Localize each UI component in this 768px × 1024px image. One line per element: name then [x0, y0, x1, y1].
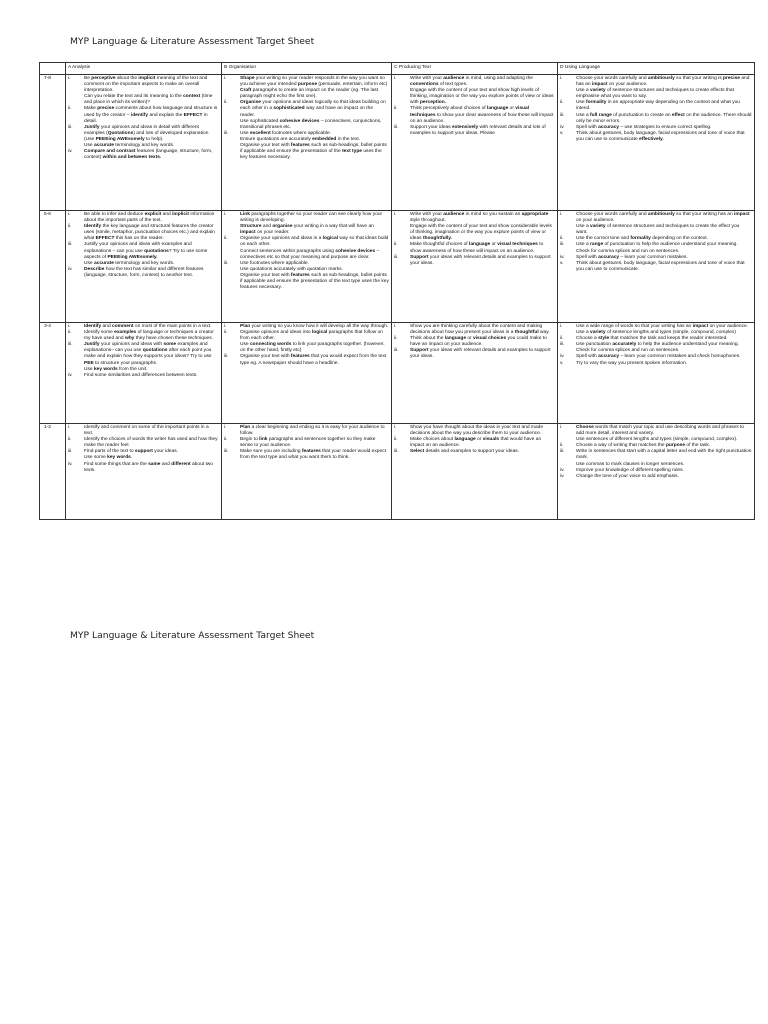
- item-number: iv.: [560, 354, 565, 360]
- item-text: Spell with accuracy – learn your common mistakes.: [576, 254, 688, 260]
- item-text: Show you are thinking carefully about the content and making decisions about how you present your ideas in a thoughtful way.: [410, 324, 550, 336]
- criteria-list: [560, 76, 752, 143]
- item-number: ii.: [560, 336, 564, 342]
- table-row: [40, 323, 755, 424]
- item-text: Write in sentences that start with a capital letter and end with the right punctuation mark. Use commas to mark clauses in longer sentences.: [576, 449, 752, 467]
- cell-organisation: [222, 75, 392, 211]
- criteria-list: [394, 425, 555, 455]
- item-number: ii.: [224, 437, 228, 443]
- item-text: Plan your writing so you know how it will develop all the way through.: [240, 324, 389, 329]
- item-text: Show you have thought about the ideas in your text and made decisions about the way you describe them to your audience.: [410, 425, 544, 437]
- item-text: Choose words that match your topic and use describing words and phrases to add more detail, interest and variety. Use sentences of different lengths and types (simple, compound, complex).: [576, 425, 745, 443]
- cell-using-language: [558, 75, 755, 211]
- criteria-list: [560, 425, 752, 480]
- item-text: Identify the choices of words the writer has used and how they make the reader feel.: [84, 437, 218, 449]
- item-number: i.: [224, 212, 227, 217]
- list-item: [560, 449, 752, 467]
- item-text: Think perceptively about choices of language or visual techniques to show your clear awareness of how these will impact on an audience.: [410, 106, 554, 124]
- item-number: iii.: [224, 260, 229, 266]
- item-number: v.: [560, 360, 564, 366]
- table-body: [40, 75, 755, 520]
- list-item: [394, 125, 555, 137]
- item-number: iv.: [68, 266, 73, 272]
- list-item: [224, 236, 389, 260]
- item-number: iii.: [560, 449, 565, 455]
- list-item: [224, 131, 389, 161]
- item-number: ii.: [394, 336, 398, 342]
- list-item: [394, 425, 555, 437]
- item-text: Shape your writing so your reader responds in the way you want so you achieve your intended purpose (persuade, entertain, inform etc) Craft paragraphs to create an impact on the reader (eg. The last paragraph might echo the first one).: [240, 76, 388, 100]
- cell-analysis: [66, 424, 222, 520]
- list-item: [394, 106, 555, 124]
- item-text: Support your ideas with relevant details and examples to support your ideas.: [410, 348, 551, 360]
- item-number: i.: [224, 324, 227, 329]
- list-item: [68, 449, 219, 461]
- item-number: i.: [68, 425, 71, 430]
- item-number: iii.: [394, 449, 399, 455]
- item-text: Choose your words carefully and ambitiously so that your writing is precise and has an impact on your audience. Use a variety of sentence structures and techniques to create effects that emphasise what you want to say.: [576, 76, 750, 100]
- item-text: Use punctuation accurately to help the audience understand your meaning. Check for comma splices and run on sentences.: [576, 342, 739, 354]
- item-text: Make sure you are including features that your reader would expect from the text type and what you want them to think.: [240, 449, 386, 461]
- item-number: iii.: [560, 112, 565, 118]
- item-text: Link paragraphs together so your reader can see clearly how your writing is developing. Structure and organise your writing in a way that will have an impact on your reader.: [240, 212, 383, 236]
- cell-producing-text: [392, 424, 558, 520]
- item-text: Use a range of punctuation to help the audience understand your meaning. Check for comma splices and run on sentences.: [576, 242, 738, 254]
- grade-band: 5-6: [40, 211, 66, 323]
- criteria-list: [224, 76, 389, 161]
- item-text: Organise your opinions and ideas in a logical way so that ideas build on each other. Connect sentences within paragraphs using cohesive devices – connectives etc so that your meaning and purpose are clear.: [240, 236, 389, 260]
- item-text: Justify your opinions and ideas with some examples and explanations– can you use quotations after each point you make and explain how they supports your ideas? Try to use PEE to structure your paragraphs. Use key words from the unit.: [84, 342, 212, 372]
- item-text: Make choices about language or visuals that would have an impact on an audience.: [410, 437, 542, 449]
- grade-band: 7-8: [40, 75, 66, 211]
- grade-band: 1-2: [40, 424, 66, 520]
- list-item: [560, 474, 752, 480]
- list-item: [560, 242, 752, 254]
- item-number: ii.: [224, 100, 228, 106]
- table-header-row: [40, 63, 755, 75]
- list-item: [224, 425, 389, 437]
- criteria-list: [68, 324, 219, 379]
- list-item: [560, 342, 752, 354]
- list-item: [224, 212, 389, 236]
- cell-producing-text: [392, 323, 558, 424]
- item-number: iv.: [68, 461, 73, 467]
- item-number: i.: [394, 212, 397, 217]
- item-text: Use the correct tone and formality depending on the context.: [576, 236, 708, 242]
- cell-producing-text: [392, 75, 558, 211]
- cell-using-language: [558, 424, 755, 520]
- list-item: [68, 462, 219, 474]
- item-number: ii.: [68, 437, 72, 443]
- cell-organisation: [222, 323, 392, 424]
- item-text: Select details and examples to support your ideas.: [410, 449, 520, 455]
- table-row: [40, 424, 755, 520]
- list-item: [224, 76, 389, 100]
- page-title-repeat: MYP Language & Literature Assessment Target Sheet: [70, 630, 315, 641]
- header-analysis: A Analysis: [66, 63, 222, 75]
- list-item: [68, 224, 219, 242]
- list-item: [560, 100, 752, 112]
- list-item: [68, 149, 219, 161]
- item-text: Use a full range of punctuation to create an effect on the audience. There should only be minor errors.: [576, 112, 752, 124]
- cell-analysis: [66, 75, 222, 211]
- criteria-list: [224, 212, 389, 291]
- item-text: Organise your opinions and ideas logically so that ideas building on each other in a sophisticated way and have an impact on the reader. Use sophisticated cohesive devices – connectives, conjunctions, transitional phrases etc.: [240, 100, 386, 130]
- criteria-list: [224, 425, 389, 462]
- item-number: iii.: [224, 449, 229, 455]
- cell-organisation: [222, 211, 392, 323]
- item-number: iii.: [68, 242, 73, 248]
- list-item: [560, 324, 752, 336]
- item-text: Organise opinions and ideas into logical paragraphs that follow on from each other. Use connecting words to link your paragraphs together. (however, on the other hand, firstly etc): [240, 330, 385, 354]
- item-number: iii.: [394, 124, 399, 130]
- list-item: [560, 113, 752, 125]
- item-text: Find some things that are the same and different about two texts.: [84, 461, 213, 473]
- item-number: iii.: [560, 242, 565, 248]
- item-number: ii.: [68, 106, 72, 112]
- criteria-list: [560, 324, 752, 367]
- item-number: iv.: [560, 124, 565, 130]
- item-number: iii.: [68, 342, 73, 348]
- header-producing-text: C Producing Text: [392, 63, 558, 75]
- list-item: [68, 76, 219, 106]
- criteria-list: [68, 212, 219, 279]
- header-using-language: D Using Language: [558, 63, 755, 75]
- item-text: Identify the key language and structural features the creator uses (simile, metaphor, punctuation choices etc.) and explain what EFFECT this has on the reader.: [84, 224, 215, 242]
- item-number: ii.: [68, 224, 72, 230]
- item-number: iv.: [68, 372, 73, 378]
- item-text: Plan a clear beginning and ending so it is easy for your audience to follow.: [240, 425, 385, 437]
- item-text: Try to vary the way you present spoken information.: [576, 360, 688, 366]
- item-text: Spell with accuracy – learn your common mistakes and check homophones.: [576, 354, 741, 360]
- item-text: Identify and comment on some of the important points in a text.: [84, 425, 209, 437]
- item-text: Find some similarities and differences between texts.: [84, 372, 198, 378]
- item-number: i.: [68, 324, 71, 329]
- list-item: [68, 425, 219, 437]
- item-text: Write with your audience in mind, using and adapting the conventions of text types. Engage with the content of your text and show high levels of thinking, imagination or the way you explore points of view or ideas with perception.: [410, 76, 554, 106]
- item-text: Describe how the text has similar and different features (language, structure, form, context) to another text.: [84, 266, 204, 278]
- list-item: [394, 324, 555, 336]
- item-text: Be able to infer and deduce explicit and implicit information about the important parts of the text.: [84, 212, 215, 224]
- list-item: [68, 125, 219, 149]
- criteria-list: [68, 425, 219, 474]
- item-number: ii.: [560, 236, 564, 242]
- item-text: Think about gestures, body language, facial expressions and tone of voice that you can use to communicate.: [576, 260, 745, 272]
- cell-organisation: [222, 424, 392, 520]
- item-number: iv.: [68, 149, 73, 155]
- criteria-list: [224, 324, 389, 367]
- item-text: Compare and contrast features (language, structure, form, context) within and between texts.: [84, 149, 213, 161]
- item-text: Think about gestures, body language, facial expressions and tone of voice that you can use to communicate effectively.: [576, 130, 745, 142]
- item-number: i.: [560, 76, 563, 81]
- item-number: i.: [560, 212, 563, 217]
- item-text: Spell with accuracy – use strategies to ensure correct spelling.: [576, 124, 712, 130]
- item-text: Support your ideas extensively with relevant details and lots of examples to support your ideas. Please: [410, 124, 546, 136]
- item-number: ii.: [68, 330, 72, 336]
- table-row: [40, 211, 755, 323]
- list-item: [224, 330, 389, 354]
- assessment-table: [39, 62, 755, 520]
- item-number: ii.: [394, 106, 398, 112]
- list-item: [394, 76, 555, 106]
- list-item: [560, 361, 752, 367]
- item-number: i.: [560, 425, 563, 430]
- list-item: [394, 437, 555, 449]
- cell-analysis: [66, 323, 222, 424]
- cell-producing-text: [392, 211, 558, 323]
- list-item: [560, 425, 752, 443]
- criteria-list: [560, 212, 752, 273]
- list-item: [560, 261, 752, 273]
- item-number: iii.: [560, 342, 565, 348]
- grade-band: 3-4: [40, 323, 66, 424]
- item-text: Justify your opinions and ideas in detail with different examples (Quotations) and lots of developed explanation (Use PEEEing AWEsomely to help). Use accurate terminology and key words.: [84, 124, 209, 149]
- list-item: [68, 106, 219, 124]
- list-item: [68, 267, 219, 279]
- item-text: Identify some examples of language or techniques a creator my have used and why they have chosen these techniques.: [84, 330, 214, 342]
- criteria-list: [394, 76, 555, 137]
- item-number: i.: [394, 324, 397, 329]
- list-item: [68, 212, 219, 224]
- table-row: [40, 75, 755, 211]
- list-item: [68, 242, 219, 266]
- item-text: Support your ideas with relevant details and examples to support your ideas.: [410, 254, 551, 266]
- list-item: [394, 336, 555, 348]
- item-number: i.: [394, 76, 397, 81]
- criteria-list: [394, 212, 555, 267]
- item-text: Identify and comment on most of the main points in a text.: [84, 324, 212, 329]
- list-item: [560, 212, 752, 236]
- list-item: [394, 449, 555, 455]
- item-number: iv.: [560, 467, 565, 473]
- item-text: Choose a style that matches the task and keeps the reader interested.: [576, 336, 728, 342]
- item-number: v.: [560, 130, 564, 136]
- list-item: [394, 255, 555, 267]
- item-number: iv.: [560, 473, 565, 479]
- item-text: Choose a way of writing that matches the purpose of the task.: [576, 443, 711, 449]
- item-number: ii.: [224, 236, 228, 242]
- item-number: i.: [560, 324, 563, 329]
- criteria-list: [394, 324, 555, 361]
- item-text: Improve your knowledge of different spelling rules.: [576, 467, 684, 473]
- item-number: i.: [224, 76, 227, 81]
- cell-using-language: [558, 323, 755, 424]
- item-text: Organise your text with features that you would expect from the text type eg. A newspaper should have a headline.: [240, 354, 387, 366]
- list-item: [224, 437, 389, 449]
- list-item: [224, 449, 389, 461]
- item-text: Write with your audience in mind so you sustain an appropriate style throughout. Engage with the content of your text and show considerable levels of thinking, imagination or the way you explore points of view or ideas thoughtfully.: [410, 212, 552, 242]
- list-item: [224, 100, 389, 130]
- item-number: iii.: [394, 254, 399, 260]
- item-text: Use formality in an appropriate way depending on the context and what you intend.: [576, 100, 741, 112]
- item-text: Be perceptive about the implicit meaning of the text and comment on the important aspects to make an overall interpretation. Can you relate the text and its meaning to the context (time and place in which its written)?: [84, 76, 213, 106]
- page-title: MYP Language & Literature Assessment Target Sheet: [70, 36, 315, 47]
- criteria-list: [68, 76, 219, 161]
- item-number: i.: [224, 425, 227, 430]
- list-item: [68, 373, 219, 379]
- item-text: Use footnotes where applicable. Use quotations accurately with quotation marks. Organise your text with features such as sub-headings, bullet points if applicable and ensure the presentation of the text type uses the key features necessary.: [240, 260, 389, 291]
- list-item: [68, 437, 219, 449]
- item-number: iii.: [68, 449, 73, 455]
- cell-analysis: [66, 211, 222, 323]
- item-number: ii.: [560, 443, 564, 449]
- list-item: [394, 348, 555, 360]
- list-item: [394, 242, 555, 254]
- item-number: ii.: [560, 100, 564, 106]
- item-text: Begin to link paragraphs and sentences together so they make sense to your audience.: [240, 437, 376, 449]
- item-text: Make precise comments about how language and structure is used by the creator – identify and explain the EFFECT in detail.: [84, 106, 218, 124]
- list-item: [68, 342, 219, 372]
- item-number: i.: [68, 212, 71, 217]
- list-item: [560, 76, 752, 100]
- list-item: [224, 261, 389, 291]
- header-organisation: B Organisation: [222, 63, 392, 75]
- list-item: [68, 330, 219, 342]
- item-number: iii.: [224, 130, 229, 136]
- list-item: [394, 212, 555, 242]
- item-number: i.: [394, 425, 397, 430]
- item-number: iii.: [68, 124, 73, 130]
- item-number: iv.: [560, 254, 565, 260]
- item-number: ii.: [394, 437, 398, 443]
- header-band: [40, 63, 66, 75]
- cell-using-language: [558, 211, 755, 323]
- item-number: iii.: [224, 354, 229, 360]
- list-item: [224, 354, 389, 366]
- item-text: Choose your words carefully and ambitiously so that your writing has an impact on your audience. Use a variety of sentence structures and techniques to create the effect you want.: [576, 212, 750, 236]
- item-number: ii.: [394, 242, 398, 248]
- item-number: ii.: [224, 330, 228, 336]
- item-number: iii.: [394, 348, 399, 354]
- item-number: i.: [68, 76, 71, 81]
- list-item: [560, 131, 752, 143]
- item-text: Justify your opinions and ideas with examples and explanations – can you use quotations? Try to use some aspects of PEEEing AWEsomely. Use accurate terminology and key words.: [84, 242, 208, 266]
- item-text: Change the tone of your voice to add emphasis.: [576, 473, 679, 479]
- item-number: v.: [560, 260, 564, 266]
- item-text: Find parts of the text to support your ideas. Use some key words.: [84, 449, 178, 461]
- item-text: Use a wide range of words so that your writing has an impact on your audience. Use a variety of sentence lengths and types (simple, compound, complex): [576, 324, 749, 336]
- item-text: Make thoughtful choices of language or visual techniques to show awareness of how these will impact on an audience.: [410, 242, 544, 254]
- item-text: Think about the language or visual choices you could make to have an impact on your audience.: [410, 336, 547, 348]
- item-text: Use excellent footnotes where applicable. Ensure quotations are accurately embedded in the text. Organise your text with features such as sub-headings, bullet points if applicable and ensure the presentation of the text type uses the key features necessary.: [240, 130, 387, 161]
